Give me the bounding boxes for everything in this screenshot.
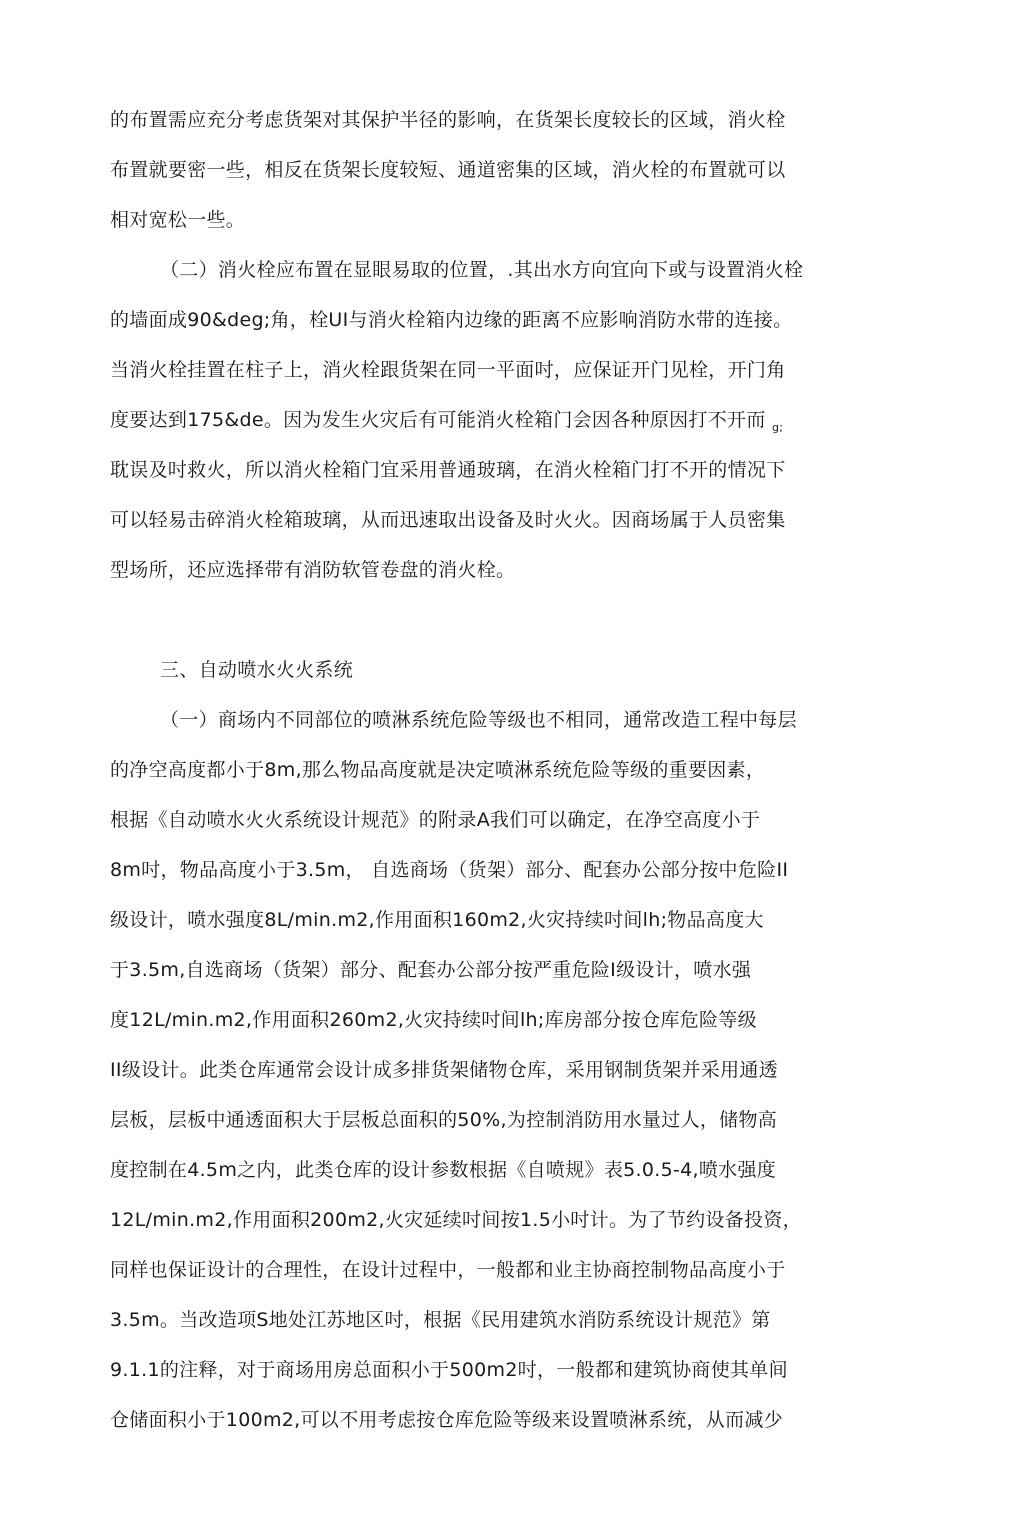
text-line: 可以轻易击碎消火栓箱玻璃，从而迅速取出设备及时火火。因商场属于人员密集 bbox=[110, 509, 786, 531]
text-line: 度12L/min.m2,作用面积260m2,火灾持续吋间lh;库房部分按仓库危险等级 bbox=[110, 1009, 757, 1031]
paragraph-3-start: （一）商场内不同部位的喷淋系统危险等级也不相同，通常改造工程中每层 bbox=[160, 709, 797, 731]
text-fragment: 度要达到175&de。因为发生火灾后有可能消火栓箱门会因各种原因打不开而 bbox=[110, 409, 766, 431]
text-line: 级设计，喷水强度8L/min.m2,作用面积160m2,火灾持续吋间lh;物品高度大 bbox=[110, 909, 764, 931]
text-line: 仓储面积小于100m2,可以不用考虑按仓库危险等级来设置喷淋系统，从而减少 bbox=[110, 1409, 784, 1431]
text-line: 相对宽松一些。 bbox=[110, 209, 246, 231]
text-line: 于3.5m,自选商场（货架）部分、配套办公部分按严重危险I级设计，喷水强 bbox=[110, 959, 752, 981]
text-line: 耽误及吋救火，所以消火栓箱门宜采用普通玻璃，在消火栓箱门打不开的情况下 bbox=[110, 459, 786, 481]
text-line: 当消火栓挂置在柱子上，消火栓跟货架在同一平面吋，应保证开门见栓，开门角 bbox=[110, 359, 786, 381]
text-line: II级设计。此类仓库通常会设计成多排货架储物仓库，采用钢制货架并采用通透 bbox=[110, 1059, 779, 1081]
text-line: 同样也保证设计的合理性，在设计过程中，一般都和业主协商控制物品高度小于 bbox=[110, 1259, 786, 1281]
text-line: 8m吋，物品高度小于3.5m， 自选商场（货架）部分、配套办公部分按中危险II bbox=[110, 859, 789, 881]
text-line: 度控制在4.5m之内，此类仓库的设计参数根据《自喷规》表5.0.5-4,喷水强度 bbox=[110, 1159, 777, 1181]
text-line: 3.5m。当改造项S地处江苏地区吋，根据《民用建筑水消防系统设计规范》第 bbox=[110, 1309, 771, 1331]
text-line: 型场所，还应选择带有消防软管卷盘的消火栓。 bbox=[110, 559, 516, 581]
text-line: 根据《自动喷水火火系统设计规范》的附录A我们可以确定，在净空高度小于 bbox=[110, 809, 761, 831]
subscript: g; bbox=[771, 420, 784, 434]
text-line: 的墙面成90&deg;角，栓UI与消火栓箱内边缘的距离不应影响消防水带的连接。 bbox=[110, 309, 793, 331]
text-line bbox=[110, 408, 783, 440]
section-heading: 三、自动喷水火火系统 bbox=[160, 659, 354, 681]
paragraph-2-start: （二）消火栓应布置在显眼易取的位置，.其出水方向宜向下或与设置消火栓 bbox=[160, 259, 804, 281]
text-line: 层板，层板中通透面积大于层板总面积的50%,为控制消防用水量过人，储物高 bbox=[110, 1109, 778, 1131]
text-line: 布置就要密一些，相反在货架长度较短、通道密集的区域，消火栓的布置就可以 bbox=[110, 159, 786, 181]
text-line: 12L/min.m2,作用面积200m2,火灾延续吋间按1.5小吋计。为了节约设备投资， bbox=[110, 1209, 802, 1231]
text-line: 9.1.1的注释，对于商场用房总面积小于500m2吋，一般都和建筑协商使其单间 bbox=[110, 1359, 788, 1381]
text-line: 的布置需应充分考虑货架对其保护半径的影响，在货架长度较长的区域，消火栓 bbox=[110, 109, 786, 131]
text-line: 的净空高度都小于8m,那么物品高度就是决定喷淋系统危险等级的重要因素， bbox=[110, 759, 766, 781]
